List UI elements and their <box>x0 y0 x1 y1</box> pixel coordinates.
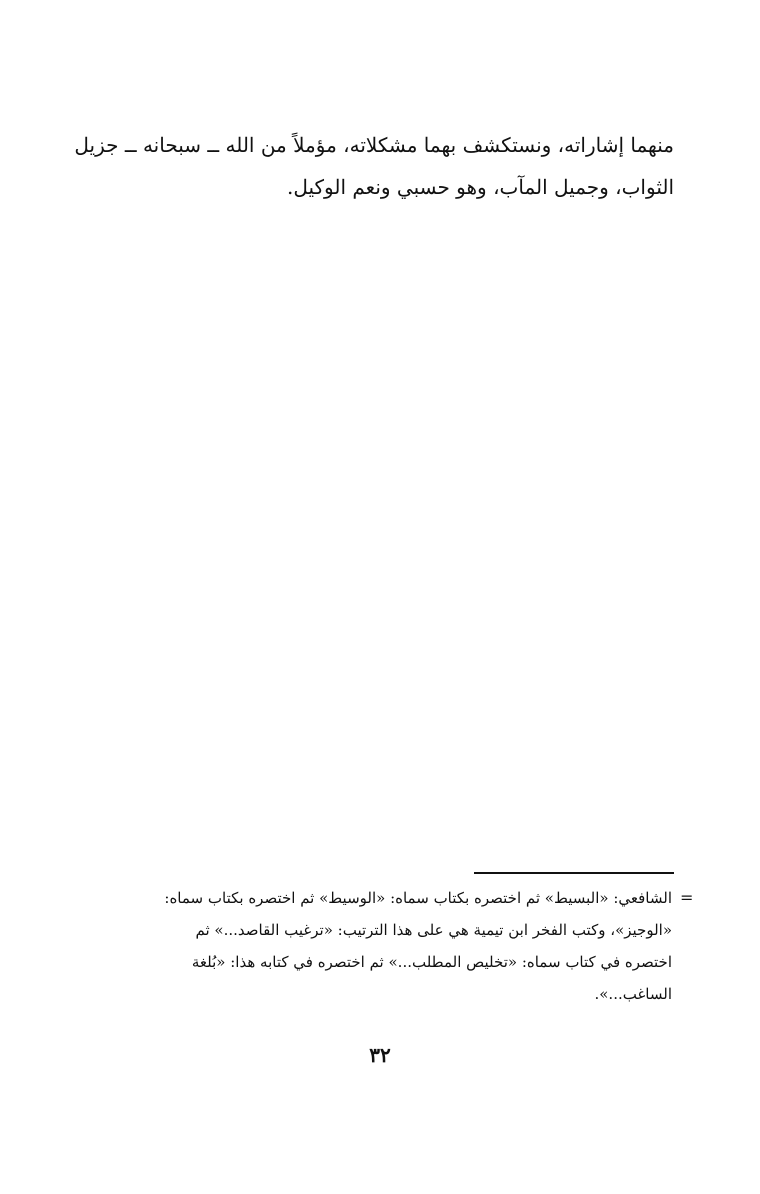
body-line-1: منهما إشاراته، ونستكشف بهما مشكلاته، مؤملاً من الله ــ سبحانه ــ جزيل <box>74 133 674 157</box>
footnote-line-4: الساغب...». <box>594 985 672 1003</box>
footnote-separator <box>474 872 674 874</box>
footnote-line-1: الشافعي: «البسيط» ثم اختصره بكتاب سماه: «الوسيط» ثم اختصره بكتاب سماه: <box>164 889 672 907</box>
footnote-continuation-marker: = <box>680 888 694 907</box>
footnote-line-2: «الوجيز»، وكتب الفخر ابن تيمية هي على هذا الترتيب: «ترغيب القاصد...» ثم <box>195 921 672 939</box>
page-number: ٣٢ <box>369 1043 391 1067</box>
footnote-text <box>82 882 672 1010</box>
footnote-line-3: اختصره في كتاب سماه: «تخليص المطلب...» ثم اختصره في كتابه هذا: «بُلغة <box>191 953 672 971</box>
body-paragraph <box>74 124 674 208</box>
body-line-2: الثواب، وجميل المآب، وهو حسبي ونعم الوكيل. <box>286 175 674 199</box>
